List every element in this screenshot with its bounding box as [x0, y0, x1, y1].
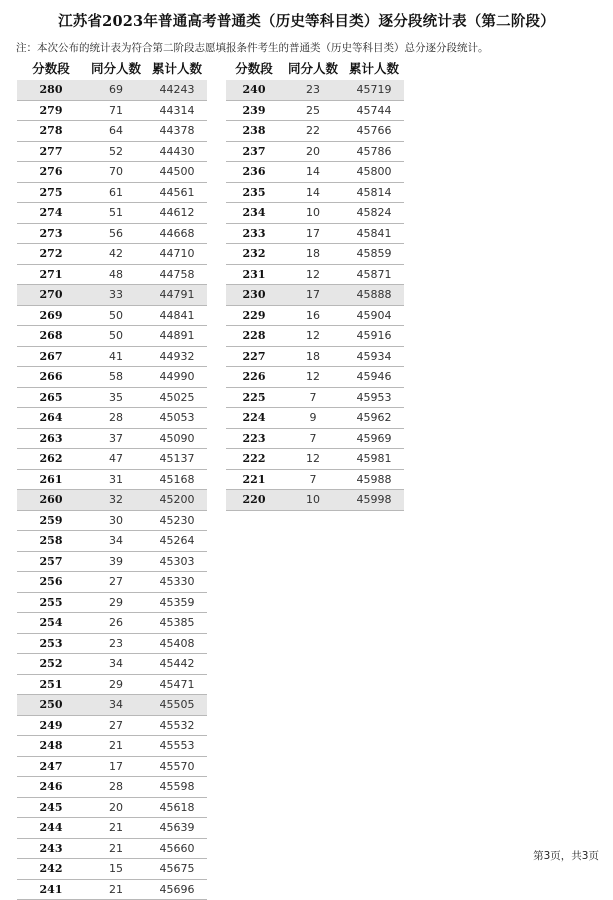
- count-cell: 10: [282, 490, 344, 511]
- cumulative-cell: 44710: [147, 244, 207, 265]
- count-cell: 21: [85, 838, 147, 859]
- table-row: [17, 715, 207, 736]
- table-row: [226, 223, 404, 244]
- score-cell: 243: [17, 838, 85, 859]
- count-cell: 50: [85, 305, 147, 326]
- cumulative-cell: 45841: [344, 223, 404, 244]
- count-cell: 12: [282, 367, 344, 388]
- cumulative-cell: 44561: [147, 182, 207, 203]
- count-cell: 14: [282, 182, 344, 203]
- table-row: [17, 408, 207, 429]
- score-cell: 272: [17, 244, 85, 265]
- cumulative-cell: 44243: [147, 80, 207, 100]
- count-cell: 61: [85, 182, 147, 203]
- header-cumulative: 累计人数: [151, 61, 202, 76]
- score-cell: 250: [17, 695, 85, 716]
- table-row: [226, 428, 404, 449]
- cumulative-cell: 45988: [344, 469, 404, 490]
- cumulative-cell: 45998: [344, 490, 404, 511]
- score-cell: 248: [17, 736, 85, 757]
- cumulative-cell: 45385: [147, 613, 207, 634]
- cumulative-cell: 44314: [147, 100, 207, 121]
- count-cell: 20: [282, 141, 344, 162]
- table-row: [226, 162, 404, 183]
- count-cell: 7: [282, 387, 344, 408]
- score-cell: 252: [17, 654, 85, 675]
- score-cell: 261: [17, 469, 85, 490]
- table-row: [226, 100, 404, 121]
- table-row: [17, 572, 207, 593]
- score-cell: 273: [17, 223, 85, 244]
- cumulative-cell: 45962: [344, 408, 404, 429]
- score-cell: 266: [17, 367, 85, 388]
- table-row: [17, 305, 207, 326]
- count-cell: 39: [85, 551, 147, 572]
- cumulative-cell: 45137: [147, 449, 207, 470]
- cumulative-cell: 44430: [147, 141, 207, 162]
- score-cell: 225: [226, 387, 282, 408]
- cumulative-cell: 45330: [147, 572, 207, 593]
- cumulative-cell: 45090: [147, 428, 207, 449]
- table-row: [226, 387, 404, 408]
- count-cell: 27: [85, 715, 147, 736]
- count-cell: 32: [85, 490, 147, 511]
- header-row: [226, 56, 404, 80]
- count-cell: 23: [85, 633, 147, 654]
- score-cell: 278: [17, 121, 85, 142]
- cumulative-cell: 45264: [147, 531, 207, 552]
- count-cell: 9: [282, 408, 344, 429]
- count-cell: 64: [85, 121, 147, 142]
- table-row: [17, 818, 207, 839]
- table-row: [226, 346, 404, 367]
- cumulative-cell: 45946: [344, 367, 404, 388]
- table-row: [17, 244, 207, 265]
- table-row: [17, 285, 207, 306]
- table-row: [17, 531, 207, 552]
- table-row: [17, 736, 207, 757]
- score-cell: 269: [17, 305, 85, 326]
- count-cell: 34: [85, 695, 147, 716]
- score-cell: 249: [17, 715, 85, 736]
- score-cell: 224: [226, 408, 282, 429]
- score-cell: 276: [17, 162, 85, 183]
- score-cell: 244: [17, 818, 85, 839]
- cumulative-cell: 45696: [147, 879, 207, 900]
- cumulative-cell: 44791: [147, 285, 207, 306]
- count-cell: 21: [85, 879, 147, 900]
- cumulative-cell: 45359: [147, 592, 207, 613]
- count-cell: 29: [85, 592, 147, 613]
- count-cell: 41: [85, 346, 147, 367]
- header-row: [17, 56, 207, 80]
- score-cell: 268: [17, 326, 85, 347]
- header-score: 分数段: [235, 61, 273, 76]
- score-cell: 260: [17, 490, 85, 511]
- table-row: [17, 264, 207, 285]
- count-cell: 10: [282, 203, 344, 224]
- count-cell: 48: [85, 264, 147, 285]
- count-cell: 18: [282, 346, 344, 367]
- table-row: [226, 264, 404, 285]
- count-cell: 17: [282, 223, 344, 244]
- cumulative-cell: 45471: [147, 674, 207, 695]
- count-cell: 58: [85, 367, 147, 388]
- cumulative-cell: 45719: [344, 80, 404, 100]
- count-cell: 47: [85, 449, 147, 470]
- cumulative-cell: 45766: [344, 121, 404, 142]
- score-cell: 237: [226, 141, 282, 162]
- cumulative-cell: 44612: [147, 203, 207, 224]
- cumulative-cell: 45639: [147, 818, 207, 839]
- header-cumulative: 累计人数: [348, 61, 399, 76]
- score-cell: 255: [17, 592, 85, 613]
- score-cell: 239: [226, 100, 282, 121]
- count-cell: 21: [85, 736, 147, 757]
- score-cell: 221: [226, 469, 282, 490]
- cumulative-cell: 45953: [344, 387, 404, 408]
- count-cell: 16: [282, 305, 344, 326]
- cumulative-cell: 45916: [344, 326, 404, 347]
- count-cell: 27: [85, 572, 147, 593]
- table-row: [226, 449, 404, 470]
- score-cell: 257: [17, 551, 85, 572]
- count-cell: 15: [85, 859, 147, 880]
- cumulative-cell: 45859: [344, 244, 404, 265]
- cumulative-cell: 44378: [147, 121, 207, 142]
- table-row: [17, 797, 207, 818]
- page-footer: 第3页，共3页: [533, 850, 599, 862]
- cumulative-cell: 44500: [147, 162, 207, 183]
- score-cell: 245: [17, 797, 85, 818]
- count-cell: 12: [282, 449, 344, 470]
- count-cell: 12: [282, 326, 344, 347]
- score-cell: 251: [17, 674, 85, 695]
- cumulative-cell: 45786: [344, 141, 404, 162]
- cumulative-cell: 45025: [147, 387, 207, 408]
- score-cell: 226: [226, 367, 282, 388]
- score-cell: 227: [226, 346, 282, 367]
- count-cell: 12: [282, 264, 344, 285]
- cumulative-cell: 44932: [147, 346, 207, 367]
- score-cell: 246: [17, 777, 85, 798]
- count-cell: 21: [85, 818, 147, 839]
- table-row: [17, 695, 207, 716]
- score-cell: 262: [17, 449, 85, 470]
- score-cell: 256: [17, 572, 85, 593]
- score-cell: 270: [17, 285, 85, 306]
- count-cell: 17: [282, 285, 344, 306]
- table-row: [17, 80, 207, 100]
- score-cell: 223: [226, 428, 282, 449]
- header-count: 同分人数: [90, 61, 141, 76]
- cumulative-cell: 44668: [147, 223, 207, 244]
- cumulative-cell: 45200: [147, 490, 207, 511]
- table-row: [226, 244, 404, 265]
- count-cell: 34: [85, 531, 147, 552]
- score-cell: 234: [226, 203, 282, 224]
- count-cell: 31: [85, 469, 147, 490]
- cumulative-cell: 45744: [344, 100, 404, 121]
- header-score: 分数段: [32, 61, 70, 76]
- table-row: [17, 387, 207, 408]
- table-row: [226, 141, 404, 162]
- table-note: 注：本次公布的统计表为符合第二阶段志愿填报条件考生的普通类（历史等科目类）总分逐分段统计。: [16, 42, 489, 54]
- count-cell: 37: [85, 428, 147, 449]
- count-cell: 34: [85, 654, 147, 675]
- score-cell: 274: [17, 203, 85, 224]
- table-row: [226, 203, 404, 224]
- table-row: [17, 449, 207, 470]
- cumulative-cell: 45532: [147, 715, 207, 736]
- table-row: [17, 100, 207, 121]
- score-cell: 271: [17, 264, 85, 285]
- count-cell: 51: [85, 203, 147, 224]
- count-cell: 70: [85, 162, 147, 183]
- cumulative-cell: 45303: [147, 551, 207, 572]
- table-row: [17, 654, 207, 675]
- cumulative-cell: 45934: [344, 346, 404, 367]
- table-row: [17, 223, 207, 244]
- score-cell: 242: [17, 859, 85, 880]
- cumulative-cell: 45442: [147, 654, 207, 675]
- count-cell: 52: [85, 141, 147, 162]
- table-row: [17, 346, 207, 367]
- score-cell: 222: [226, 449, 282, 470]
- cumulative-cell: 45675: [147, 859, 207, 880]
- score-cell: 279: [17, 100, 85, 121]
- cumulative-cell: 45570: [147, 756, 207, 777]
- cumulative-cell: 45888: [344, 285, 404, 306]
- count-cell: 29: [85, 674, 147, 695]
- table-row: [17, 182, 207, 203]
- count-cell: 35: [85, 387, 147, 408]
- score-cell: 267: [17, 346, 85, 367]
- cumulative-cell: 45800: [344, 162, 404, 183]
- score-cell: 238: [226, 121, 282, 142]
- score-cell: 263: [17, 428, 85, 449]
- table-row: [17, 674, 207, 695]
- cumulative-cell: 44841: [147, 305, 207, 326]
- cumulative-cell: 45871: [344, 264, 404, 285]
- count-cell: 14: [282, 162, 344, 183]
- table-row: [17, 162, 207, 183]
- table-row: [226, 367, 404, 388]
- cumulative-cell: 45824: [344, 203, 404, 224]
- cumulative-cell: 45505: [147, 695, 207, 716]
- table-row: [226, 80, 404, 100]
- page-title: 江苏省2023年普通高考普通类（历史等科目类）逐分段统计表（第二阶段）: [58, 13, 555, 30]
- count-cell: 69: [85, 80, 147, 100]
- score-cell: 233: [226, 223, 282, 244]
- count-cell: 71: [85, 100, 147, 121]
- count-cell: 20: [85, 797, 147, 818]
- score-cell: 240: [226, 80, 282, 100]
- score-cell: 231: [226, 264, 282, 285]
- score-cell: 258: [17, 531, 85, 552]
- table-row: [226, 305, 404, 326]
- count-cell: 30: [85, 510, 147, 531]
- cumulative-cell: 44990: [147, 367, 207, 388]
- count-cell: 33: [85, 285, 147, 306]
- count-cell: 28: [85, 777, 147, 798]
- table-row: [17, 326, 207, 347]
- table-row: [17, 490, 207, 511]
- score-cell: 247: [17, 756, 85, 777]
- table-row: [17, 838, 207, 859]
- score-cell: 265: [17, 387, 85, 408]
- table-row: [17, 121, 207, 142]
- table-row: [17, 367, 207, 388]
- score-cell: 241: [17, 879, 85, 900]
- table-row: [17, 756, 207, 777]
- cumulative-cell: 44758: [147, 264, 207, 285]
- cumulative-cell: 44891: [147, 326, 207, 347]
- cumulative-cell: 45969: [344, 428, 404, 449]
- score-cell: 230: [226, 285, 282, 306]
- table-row: [17, 613, 207, 634]
- score-cell: 254: [17, 613, 85, 634]
- table-row: [17, 551, 207, 572]
- score-cell: 259: [17, 510, 85, 531]
- table-row: [17, 141, 207, 162]
- cumulative-cell: 45230: [147, 510, 207, 531]
- cumulative-cell: 45553: [147, 736, 207, 757]
- count-cell: 7: [282, 469, 344, 490]
- table-row: [226, 490, 404, 511]
- table-row: [226, 469, 404, 490]
- count-cell: 22: [282, 121, 344, 142]
- score-cell: 232: [226, 244, 282, 265]
- cumulative-cell: 45408: [147, 633, 207, 654]
- table-row: [17, 469, 207, 490]
- count-cell: 28: [85, 408, 147, 429]
- count-cell: 26: [85, 613, 147, 634]
- cumulative-cell: 45618: [147, 797, 207, 818]
- score-cell: 275: [17, 182, 85, 203]
- cumulative-cell: 45053: [147, 408, 207, 429]
- table-row: [17, 203, 207, 224]
- cumulative-cell: 45168: [147, 469, 207, 490]
- score-cell: 253: [17, 633, 85, 654]
- count-cell: 42: [85, 244, 147, 265]
- score-table-right: [226, 56, 404, 511]
- table-row: [17, 879, 207, 900]
- header-count: 同分人数: [287, 61, 338, 76]
- score-cell: 264: [17, 408, 85, 429]
- table-row: [226, 408, 404, 429]
- score-cell: 236: [226, 162, 282, 183]
- score-cell: 229: [226, 305, 282, 326]
- score-cell: 277: [17, 141, 85, 162]
- count-cell: 56: [85, 223, 147, 244]
- table-row: [17, 510, 207, 531]
- table-row: [17, 428, 207, 449]
- table-row: [226, 121, 404, 142]
- score-cell: 280: [17, 80, 85, 100]
- cumulative-cell: 45904: [344, 305, 404, 326]
- cumulative-cell: 45981: [344, 449, 404, 470]
- count-cell: 18: [282, 244, 344, 265]
- cumulative-cell: 45814: [344, 182, 404, 203]
- score-cell: 228: [226, 326, 282, 347]
- count-cell: 7: [282, 428, 344, 449]
- count-cell: 23: [282, 80, 344, 100]
- table-row: [17, 633, 207, 654]
- score-cell: 220: [226, 490, 282, 511]
- count-cell: 50: [85, 326, 147, 347]
- table-row: [226, 285, 404, 306]
- count-cell: 17: [85, 756, 147, 777]
- table-row: [17, 777, 207, 798]
- cumulative-cell: 45660: [147, 838, 207, 859]
- table-row: [17, 592, 207, 613]
- score-cell: 235: [226, 182, 282, 203]
- cumulative-cell: 45598: [147, 777, 207, 798]
- score-table-left: [17, 56, 207, 900]
- count-cell: 25: [282, 100, 344, 121]
- table-row: [226, 326, 404, 347]
- table-row: [226, 182, 404, 203]
